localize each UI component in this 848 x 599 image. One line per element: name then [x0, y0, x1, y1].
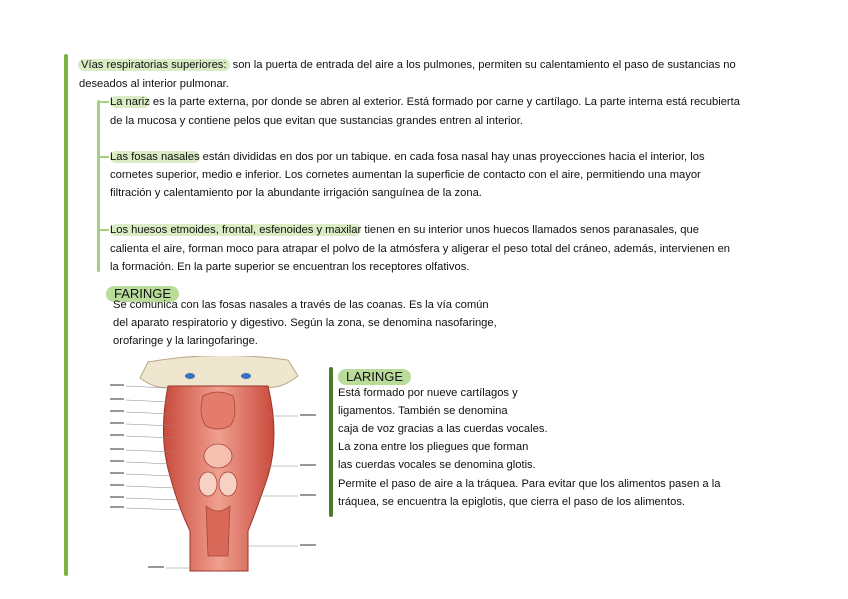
vias-title: Vías respiratorias superiores:: [78, 59, 230, 71]
fosas-text-2: cornetes superior, medio e inferior. Los cornetes aumentan la superficie de contacto con el aire, permitiendo una mayor: [110, 169, 701, 181]
main-section-bar: [64, 54, 68, 576]
faringe-text-1: Se comunica con las fosas nasales a través de las coanas. Es la vía común: [113, 299, 489, 311]
nariz-term: La nariz: [110, 96, 150, 108]
laringe-text-2: ligamentos. También se denomina: [338, 405, 508, 417]
laringe-title: LARINGE: [338, 369, 411, 385]
laringe-text-6: Permite el paso de aire a la tráquea. Para evitar que los alimentos pasen a la: [338, 478, 721, 490]
laringe-text-5: las cuerdas vocales se denomina glotis.: [338, 459, 536, 471]
fosas-connector: [99, 156, 109, 158]
sub-section-bar: [97, 100, 100, 272]
huesos-text-2: calienta el aire, forman moco para atrapar el polvo de la atmósfera y aligerar el peso total del cráneo, además, intervienen en: [110, 243, 731, 255]
vias-text-1: son la puerta de entrada del aire a los pulmones, permiten su calentamiento el paso de sustancias no: [229, 59, 736, 71]
huesos-connector: [99, 229, 109, 231]
laringe-text-3: caja de voz gracias a las cuerdas vocales.: [338, 423, 548, 435]
huesos-text-1: tienen en su interior unos huecos llamados senos paranasales, que: [361, 224, 699, 236]
nariz-text-2: de la mucosa y contiene pelos que evitan que sustancias grandes entren al interior.: [110, 115, 523, 127]
vias-paragraph-line1: [78, 56, 736, 75]
fosas-text-1: están divididas en dos por un tabique. en cada fosa nasal hay unas proyecciones hacia el interior, los: [199, 151, 705, 163]
fosas-text-3: filtración y calentamiento por la abundante irrigación sanguínea de la zona.: [110, 187, 482, 199]
laringe-section-bar: [329, 367, 333, 517]
huesos-paragraph-line1: [110, 221, 699, 240]
faringe-title: FARINGE: [106, 286, 179, 302]
fosas-term: Las fosas nasales: [110, 151, 200, 163]
vias-text-2: deseados al interior pulmonar.: [79, 78, 229, 90]
pharynx-larynx-illustration: [108, 356, 328, 578]
nariz-text-1: es la parte externa, por donde se abren al exterior. Está formado por carne y cartílago. La parte interna está recubierta: [149, 96, 740, 108]
laringe-text-7: tráquea, se encuentra la epiglotis, que cierra el paso de los alimentos.: [338, 496, 686, 508]
laringe-text-4: La zona entre los pliegues que forman: [338, 441, 529, 453]
huesos-term: Los huesos etmoides, frontal, esfenoides y maxilar: [110, 224, 362, 236]
huesos-text-3: la formación. En la parte superior se encuentran los receptores olfativos.: [110, 261, 470, 273]
faringe-text-2: del aparato respiratorio y digestivo. Según la zona, se denomina nasofaringe,: [113, 317, 497, 329]
faringe-text-3: orofaringe y la laringofaringe.: [113, 335, 258, 347]
nariz-paragraph-line1: [110, 93, 740, 112]
nariz-connector: [99, 101, 109, 103]
fosas-paragraph-line1: [110, 148, 705, 167]
laringe-text-1: Está formado por nueve cartílagos y: [338, 387, 518, 399]
